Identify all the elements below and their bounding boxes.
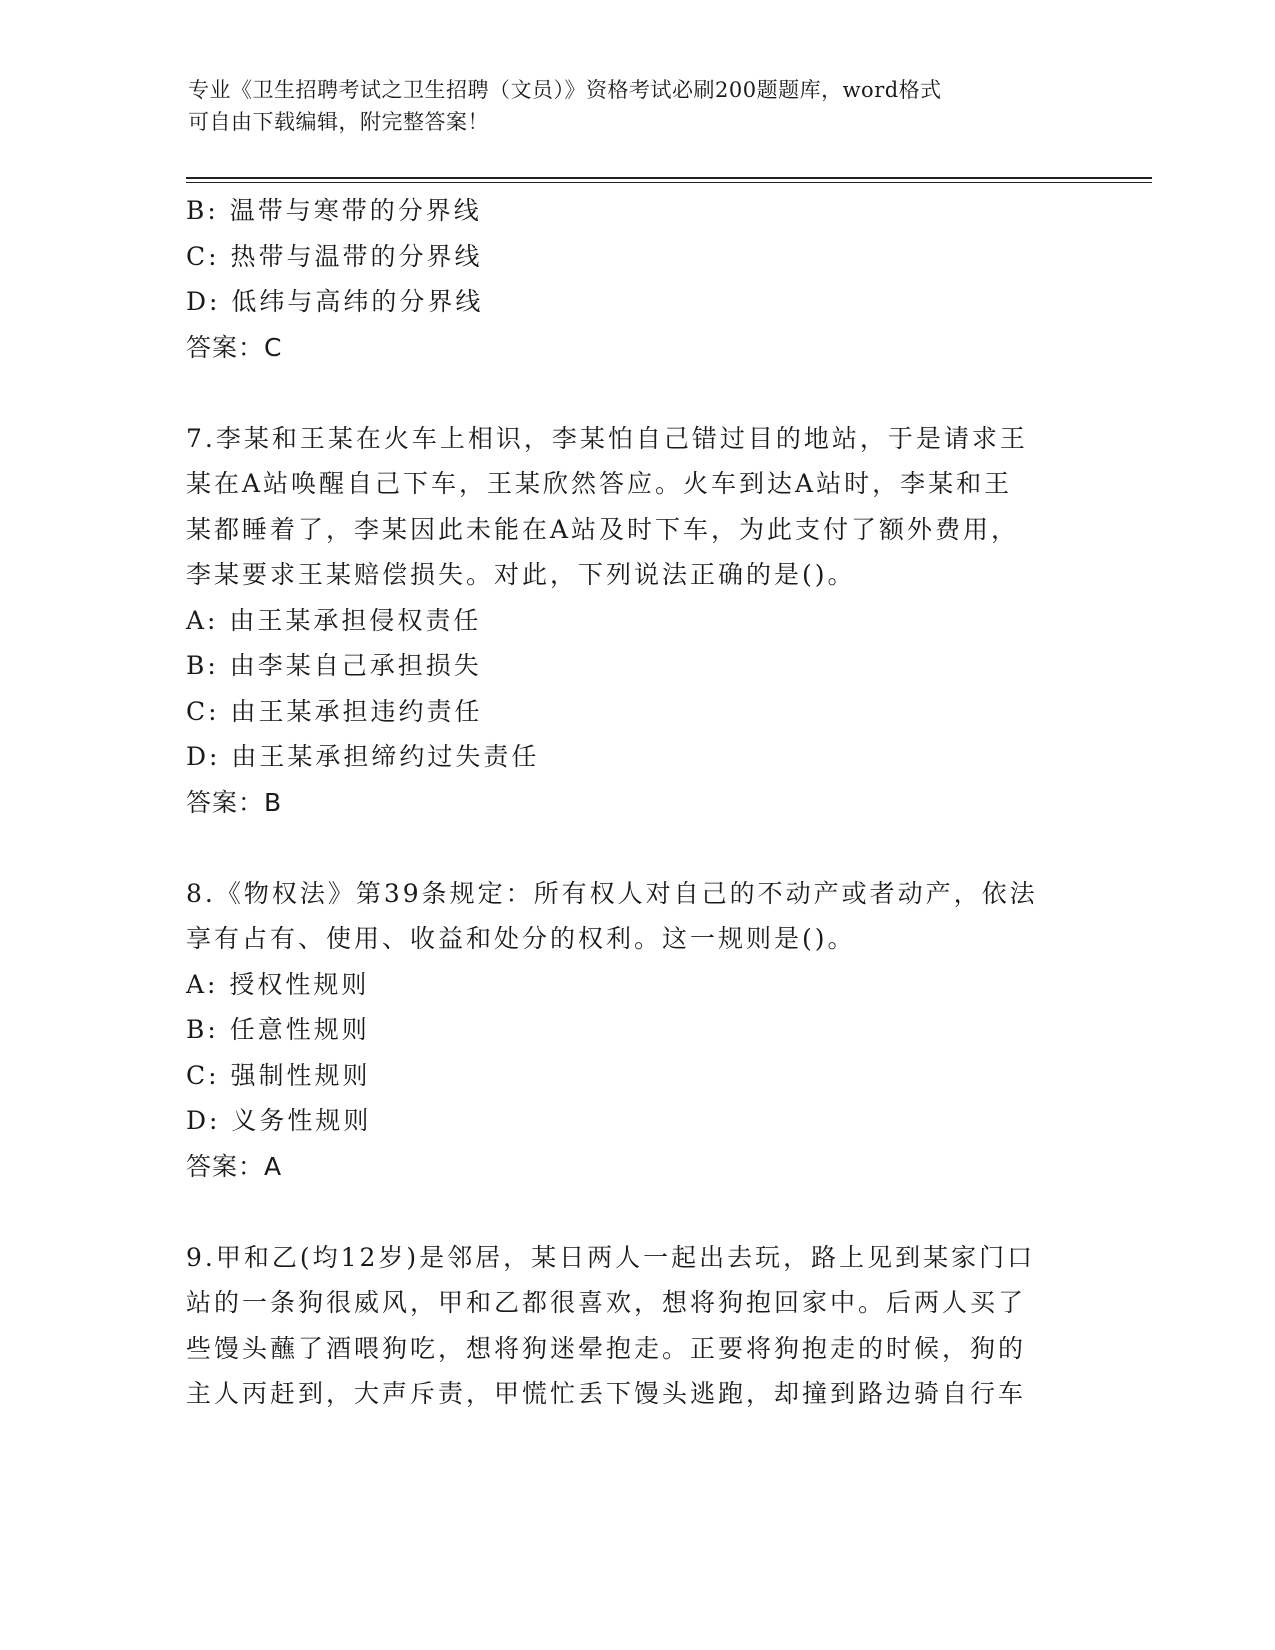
option-c: C: 热带与温带的分界线 bbox=[186, 241, 483, 271]
header-rule-thin bbox=[186, 182, 1152, 183]
question-stem-line: 享有占有、使用、收益和处分的权利。这一规则是()。 bbox=[186, 924, 856, 953]
question-stem-line: 站的一条狗很威风，甲和乙都很喜欢，想将狗抱回家中。后两人买了 bbox=[186, 1288, 1027, 1317]
question-stem-line: 7.李某和王某在火车上相识，李某怕自己错过目的地站，于是请求王 bbox=[186, 423, 1028, 453]
option-c: C: 由王某承担违约责任 bbox=[186, 696, 483, 726]
question-7 bbox=[186, 416, 1086, 826]
answer-line: 答案：B bbox=[186, 787, 283, 817]
spacer bbox=[186, 825, 1086, 871]
option-d: D: 低纬与高纬的分界线 bbox=[186, 287, 484, 316]
answer-line: 答案：C bbox=[186, 332, 283, 362]
option-d: D: 义务性规则 bbox=[186, 1106, 372, 1135]
question-8 bbox=[186, 871, 1086, 1190]
question-stem-line: 李某要求王某赔偿损失。对此，下列说法正确的是()。 bbox=[186, 560, 856, 589]
question-stem-line: 9.甲和乙(均12岁)是邻居，某日两人一起出去玩，路上见到某家门口 bbox=[186, 1242, 1036, 1272]
question-6-tail bbox=[186, 188, 1086, 370]
spacer bbox=[186, 370, 1086, 416]
answer-line: 答案：A bbox=[186, 1151, 283, 1181]
question-stem-line: 些馒头蘸了酒喂狗吃，想将狗迷晕抱走。正要将狗抱走的时候，狗的 bbox=[186, 1333, 1027, 1363]
question-stem-line: 主人丙赶到，大声斥责，甲慌忙丢下馒头逃跑，却撞到路边骑自行车 bbox=[186, 1379, 1027, 1408]
document-header bbox=[188, 74, 1068, 138]
spacer bbox=[186, 1189, 1086, 1235]
option-b: B: 任意性规则 bbox=[186, 1015, 370, 1044]
question-stem-line: 8.《物权法》第39条规定：所有权人对自己的不动产或者动产，依法 bbox=[186, 878, 1038, 908]
question-stem-line: 某在A站唤醒自己下车，王某欣然答应。火车到达A站时，李某和王 bbox=[186, 469, 1013, 498]
header-rule-thick bbox=[186, 177, 1152, 179]
document-body bbox=[186, 188, 1086, 1417]
option-d: D: 由王某承担缔约过失责任 bbox=[186, 742, 540, 771]
option-b: B: 温带与寒带的分界线 bbox=[186, 196, 482, 225]
option-c: C: 强制性规则 bbox=[186, 1060, 371, 1090]
option-a: A: 授权性规则 bbox=[186, 969, 370, 999]
header-title-line-2: 可自由下载编辑，附完整答案！ bbox=[188, 110, 489, 134]
header-title-line-1: 专业《卫生招聘考试之卫生招聘（文员）》资格考试必刷200题题库，word格式 bbox=[188, 78, 942, 102]
question-9 bbox=[186, 1235, 1086, 1417]
option-a: A: 由王某承担侵权责任 bbox=[186, 605, 482, 635]
question-stem-line: 某都睡着了，李某因此未能在A站及时下车，为此支付了额外费用， bbox=[186, 514, 1020, 544]
option-b: B: 由李某自己承担损失 bbox=[186, 651, 482, 680]
